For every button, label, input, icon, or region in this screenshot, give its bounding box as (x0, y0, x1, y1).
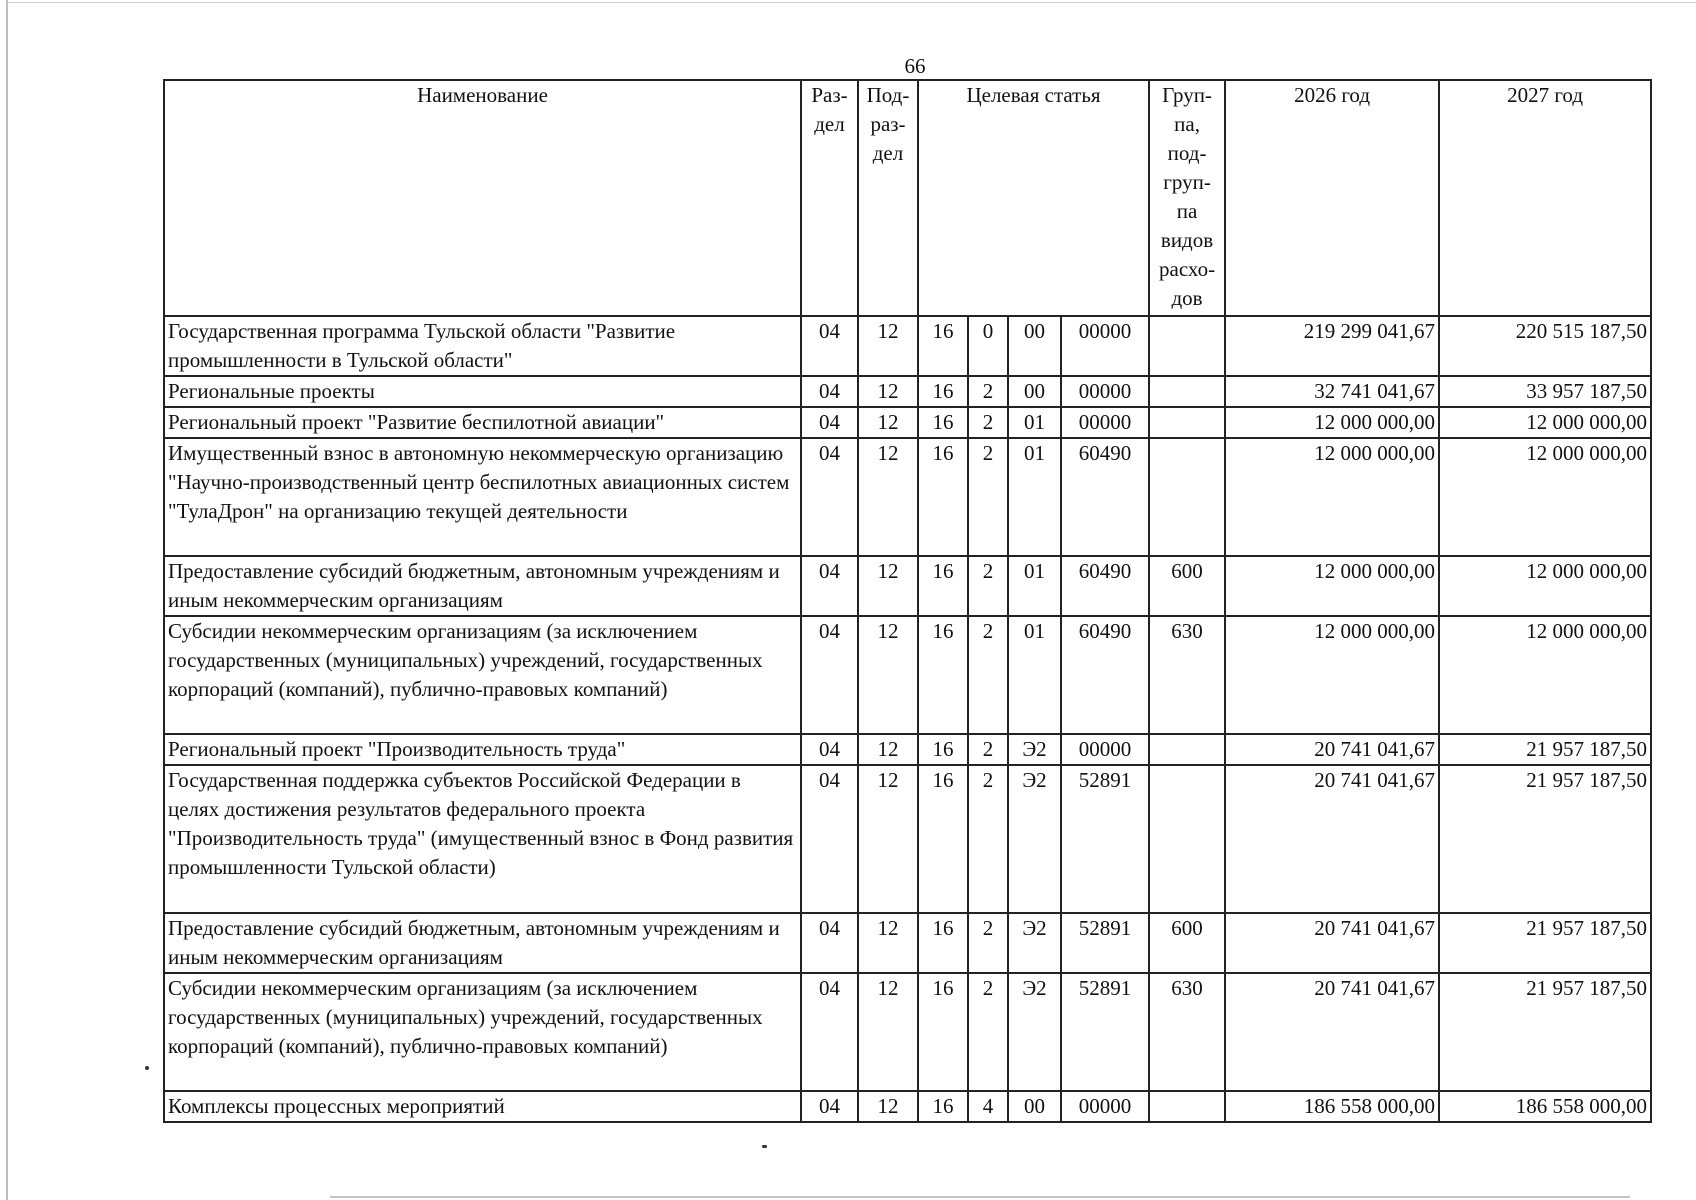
table-row (164, 973, 1651, 1091)
row-target-project: 01 (1008, 556, 1061, 616)
row-podrazdel: 12 (858, 438, 918, 556)
row-amount-2026: 20 741 041,67 (1225, 765, 1439, 913)
row-target-direction: 00000 (1061, 1091, 1149, 1122)
row-podrazdel: 12 (858, 316, 918, 376)
row-target-type: 2 (968, 913, 1008, 973)
row-amount-2027: 12 000 000,00 (1439, 556, 1651, 616)
row-razdel: 04 (801, 376, 858, 407)
row-razdel: 04 (801, 316, 858, 376)
row-amount-2027: 21 957 187,50 (1439, 765, 1651, 913)
row-expense-group (1149, 376, 1225, 407)
row-expense-group (1149, 734, 1225, 765)
table-row (164, 316, 1651, 376)
row-amount-2027: 12 000 000,00 (1439, 616, 1651, 734)
row-target-program: 16 (918, 973, 968, 1091)
row-target-type: 2 (968, 376, 1008, 407)
row-amount-2026: 219 299 041,67 (1225, 316, 1439, 376)
row-name: Предоставление субсидий бюджетным, автономным учреждениям и иным некоммерческим организациям (164, 913, 801, 973)
header-year-2026: 2026 год (1225, 80, 1439, 316)
row-target-direction: 52891 (1061, 973, 1149, 1091)
row-target-type: 2 (968, 407, 1008, 438)
table-row (164, 438, 1651, 556)
row-razdel: 04 (801, 407, 858, 438)
table-row (164, 376, 1651, 407)
row-razdel: 04 (801, 973, 858, 1091)
row-target-project: 01 (1008, 438, 1061, 556)
row-podrazdel: 12 (858, 765, 918, 913)
row-podrazdel: 12 (858, 913, 918, 973)
row-name: Комплексы процессных мероприятий (164, 1091, 801, 1122)
row-target-type: 2 (968, 438, 1008, 556)
row-target-project: Э2 (1008, 913, 1061, 973)
row-name: Региональный проект "Производительность труда" (164, 734, 801, 765)
row-podrazdel: 12 (858, 407, 918, 438)
row-name: Государственная программа Тульской области "Развитие промышленности в Тульской области" (164, 316, 801, 376)
row-target-program: 16 (918, 913, 968, 973)
row-amount-2026: 12 000 000,00 (1225, 616, 1439, 734)
header-name: Наименование (164, 80, 801, 316)
row-amount-2026: 20 741 041,67 (1225, 734, 1439, 765)
budget-table (163, 79, 1652, 1123)
row-name: Государственная поддержка субъектов Российской Федерации в целях достижения результатов федерального проекта "Производительность труда" (имущественный взнос в Фонд развития промышленности Тульской области) (164, 765, 801, 913)
row-target-program: 16 (918, 438, 968, 556)
table-row (164, 1091, 1651, 1122)
row-expense-group (1149, 1091, 1225, 1122)
row-target-type: 2 (968, 616, 1008, 734)
row-target-project: Э2 (1008, 734, 1061, 765)
row-target-type: 2 (968, 734, 1008, 765)
page-number: 66 (904, 54, 926, 78)
scan-speck (145, 1066, 149, 1070)
row-target-project: 01 (1008, 407, 1061, 438)
row-target-direction: 00000 (1061, 316, 1149, 376)
row-amount-2027: 186 558 000,00 (1439, 1091, 1651, 1122)
row-target-program: 16 (918, 734, 968, 765)
row-amount-2027: 21 957 187,50 (1439, 973, 1651, 1091)
row-target-program: 16 (918, 376, 968, 407)
row-name: Субсидии некоммерческим организациям (за исключением государственных (муниципальных) учреждений, государственных корпораций (компаний), публично-правовых компаний) (164, 616, 801, 734)
row-razdel: 04 (801, 438, 858, 556)
row-amount-2027: 21 957 187,50 (1439, 734, 1651, 765)
row-podrazdel: 12 (858, 616, 918, 734)
row-expense-group: 600 (1149, 913, 1225, 973)
row-target-project: 01 (1008, 616, 1061, 734)
row-name: Субсидии некоммерческим организациям (за исключением государственных (муниципальных) учреждений, государственных корпораций (компаний), публично-правовых компаний) (164, 973, 801, 1091)
scan-edge (6, 0, 8, 1200)
row-razdel: 04 (801, 556, 858, 616)
row-target-direction: 60490 (1061, 616, 1149, 734)
row-razdel: 04 (801, 765, 858, 913)
row-expense-group: 630 (1149, 973, 1225, 1091)
header-target-article: Целевая статья (918, 80, 1149, 316)
scan-speck (762, 1145, 767, 1148)
row-razdel: 04 (801, 734, 858, 765)
row-target-type: 0 (968, 316, 1008, 376)
row-amount-2026: 32 741 041,67 (1225, 376, 1439, 407)
row-amount-2027: 21 957 187,50 (1439, 913, 1651, 973)
row-target-program: 16 (918, 407, 968, 438)
scan-edge (6, 2, 1696, 3)
row-target-type: 2 (968, 556, 1008, 616)
row-amount-2026: 186 558 000,00 (1225, 1091, 1439, 1122)
row-amount-2026: 20 741 041,67 (1225, 973, 1439, 1091)
table-row (164, 616, 1651, 734)
table-row (164, 913, 1651, 973)
row-target-direction: 60490 (1061, 438, 1149, 556)
row-amount-2027: 220 515 187,50 (1439, 316, 1651, 376)
row-amount-2027: 12 000 000,00 (1439, 407, 1651, 438)
table-row (164, 407, 1651, 438)
header-razdel: Раз- дел (801, 80, 858, 316)
row-target-direction: 52891 (1061, 765, 1149, 913)
row-expense-group (1149, 438, 1225, 556)
row-target-program: 16 (918, 1091, 968, 1122)
row-target-type: 2 (968, 765, 1008, 913)
table-row (164, 734, 1651, 765)
row-target-program: 16 (918, 616, 968, 734)
row-target-direction: 00000 (1061, 407, 1149, 438)
header-row (164, 80, 1651, 316)
row-target-direction: 60490 (1061, 556, 1149, 616)
row-expense-group: 600 (1149, 556, 1225, 616)
row-target-project: Э2 (1008, 973, 1061, 1091)
row-target-project: 00 (1008, 1091, 1061, 1122)
row-name: Имущественный взнос в автономную некоммерческую организацию "Научно-производственный центр беспилотных авиационных систем "ТулаДрон" на организацию текущей деятельности (164, 438, 801, 556)
row-expense-group (1149, 316, 1225, 376)
row-amount-2027: 12 000 000,00 (1439, 438, 1651, 556)
row-razdel: 04 (801, 913, 858, 973)
header-expense-group: Груп- па, под- груп- па видов расхо- дов (1149, 80, 1225, 316)
row-name: Предоставление субсидий бюджетным, автономным учреждениям и иным некоммерческим организациям (164, 556, 801, 616)
row-target-project: 00 (1008, 376, 1061, 407)
row-target-project: 00 (1008, 316, 1061, 376)
row-target-direction: 00000 (1061, 376, 1149, 407)
row-target-program: 16 (918, 316, 968, 376)
row-podrazdel: 12 (858, 1091, 918, 1122)
row-target-program: 16 (918, 765, 968, 913)
row-podrazdel: 12 (858, 376, 918, 407)
row-target-project: Э2 (1008, 765, 1061, 913)
header-year-2027: 2027 год (1439, 80, 1651, 316)
row-expense-group (1149, 407, 1225, 438)
row-expense-group (1149, 765, 1225, 913)
row-amount-2026: 20 741 041,67 (1225, 913, 1439, 973)
row-target-direction: 52891 (1061, 913, 1149, 973)
row-podrazdel: 12 (858, 734, 918, 765)
row-amount-2026: 12 000 000,00 (1225, 407, 1439, 438)
table-row (164, 765, 1651, 913)
row-name: Региональные проекты (164, 376, 801, 407)
scan-edge (330, 1196, 1630, 1198)
row-razdel: 04 (801, 1091, 858, 1122)
row-razdel: 04 (801, 616, 858, 734)
row-expense-group: 630 (1149, 616, 1225, 734)
row-amount-2026: 12 000 000,00 (1225, 438, 1439, 556)
header-podrazdel: Под- раз- дел (858, 80, 918, 316)
row-target-type: 4 (968, 1091, 1008, 1122)
row-name: Региональный проект "Развитие беспилотной авиации" (164, 407, 801, 438)
row-amount-2027: 33 957 187,50 (1439, 376, 1651, 407)
row-target-program: 16 (918, 556, 968, 616)
row-podrazdel: 12 (858, 556, 918, 616)
row-target-direction: 00000 (1061, 734, 1149, 765)
row-target-type: 2 (968, 973, 1008, 1091)
row-podrazdel: 12 (858, 973, 918, 1091)
table-row (164, 556, 1651, 616)
row-amount-2026: 12 000 000,00 (1225, 556, 1439, 616)
